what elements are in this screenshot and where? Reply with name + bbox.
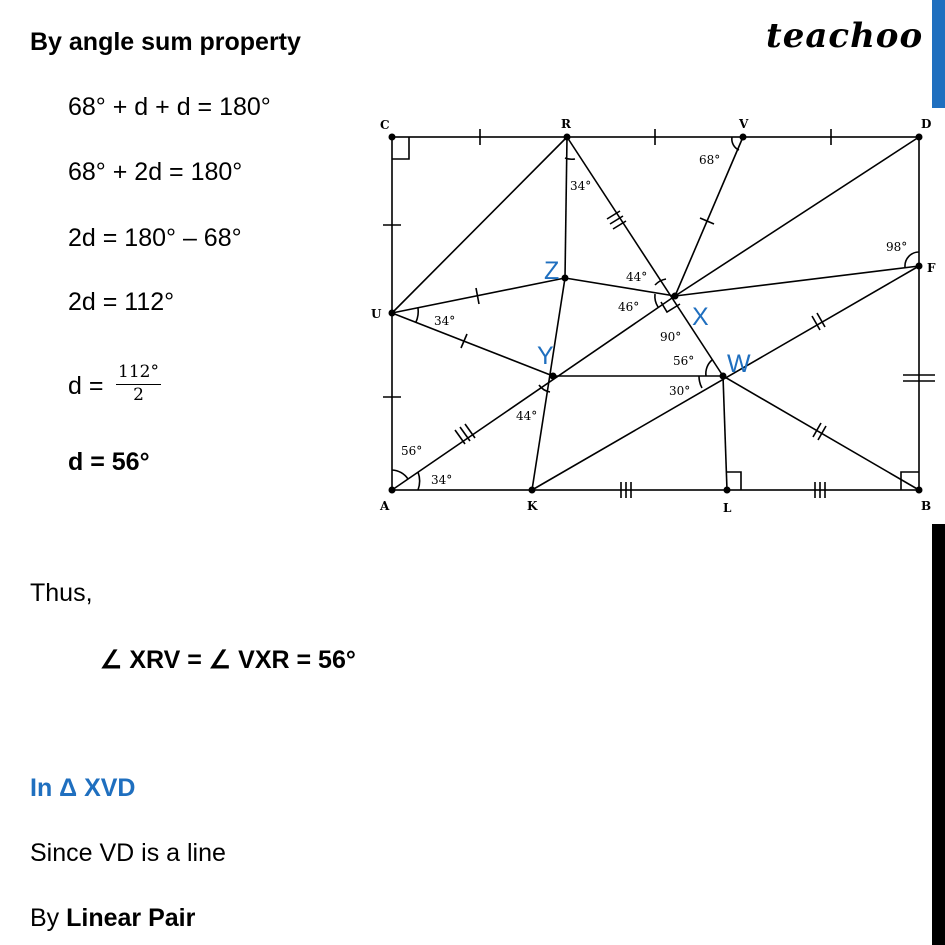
- angle-f: 98°: [886, 240, 908, 254]
- angle-x-right: 90°: [660, 330, 682, 344]
- angle-a-upper: 56°: [401, 444, 423, 458]
- label-d: D: [921, 117, 932, 131]
- angle-v: 68°: [699, 153, 721, 167]
- label-f: F: [927, 261, 936, 275]
- point-labels: [371, 117, 936, 515]
- label-z: Z: [544, 257, 560, 285]
- label-x: X: [692, 303, 709, 331]
- diagram-lines: [383, 129, 935, 498]
- angle-u: 34°: [434, 314, 456, 328]
- since-text: Since VD is a line: [30, 839, 226, 867]
- angle-x-left: 46°: [618, 300, 640, 314]
- angle-r: 34°: [570, 179, 592, 193]
- result: d = 56°: [68, 448, 150, 476]
- linear-pair-prefix: By: [30, 904, 67, 932]
- label-y: Y: [537, 342, 554, 370]
- numerator: 112°: [116, 362, 161, 385]
- step-4: 2d = 112°: [68, 288, 175, 316]
- heading: By angle sum property: [30, 28, 301, 56]
- label-u: U: [371, 307, 382, 321]
- label-l: L: [723, 501, 732, 515]
- label-w: W: [727, 350, 751, 378]
- section-heading: In Δ XVD: [30, 774, 136, 802]
- step-1: 68° + d + d = 180°: [68, 93, 271, 121]
- teachoo-logo: teachoo: [766, 16, 924, 56]
- angle-w-upper: 56°: [673, 354, 695, 368]
- angle-y: 44°: [516, 409, 538, 423]
- linear-pair-bold: Linear Pair: [66, 904, 196, 932]
- denominator: 2: [133, 385, 144, 405]
- label-v: V: [739, 117, 749, 131]
- angle-w-lower: 30°: [669, 384, 691, 398]
- step-2: 68° + 2d = 180°: [68, 158, 243, 186]
- conclusion: ∠ XRV = ∠ VXR = 56°: [100, 646, 356, 674]
- fraction-prefix: d =: [68, 372, 104, 400]
- label-r: R: [561, 117, 571, 131]
- angle-x-upper: 44°: [626, 270, 648, 284]
- label-c: C: [380, 118, 390, 132]
- angle-labels: [401, 153, 907, 487]
- label-a: A: [380, 499, 390, 513]
- angle-a-lower: 34°: [431, 473, 453, 487]
- step-3: 2d = 180° – 68°: [68, 224, 242, 252]
- label-b: B: [921, 499, 932, 513]
- label-k: K: [527, 499, 538, 513]
- thus-text: Thus,: [30, 579, 93, 607]
